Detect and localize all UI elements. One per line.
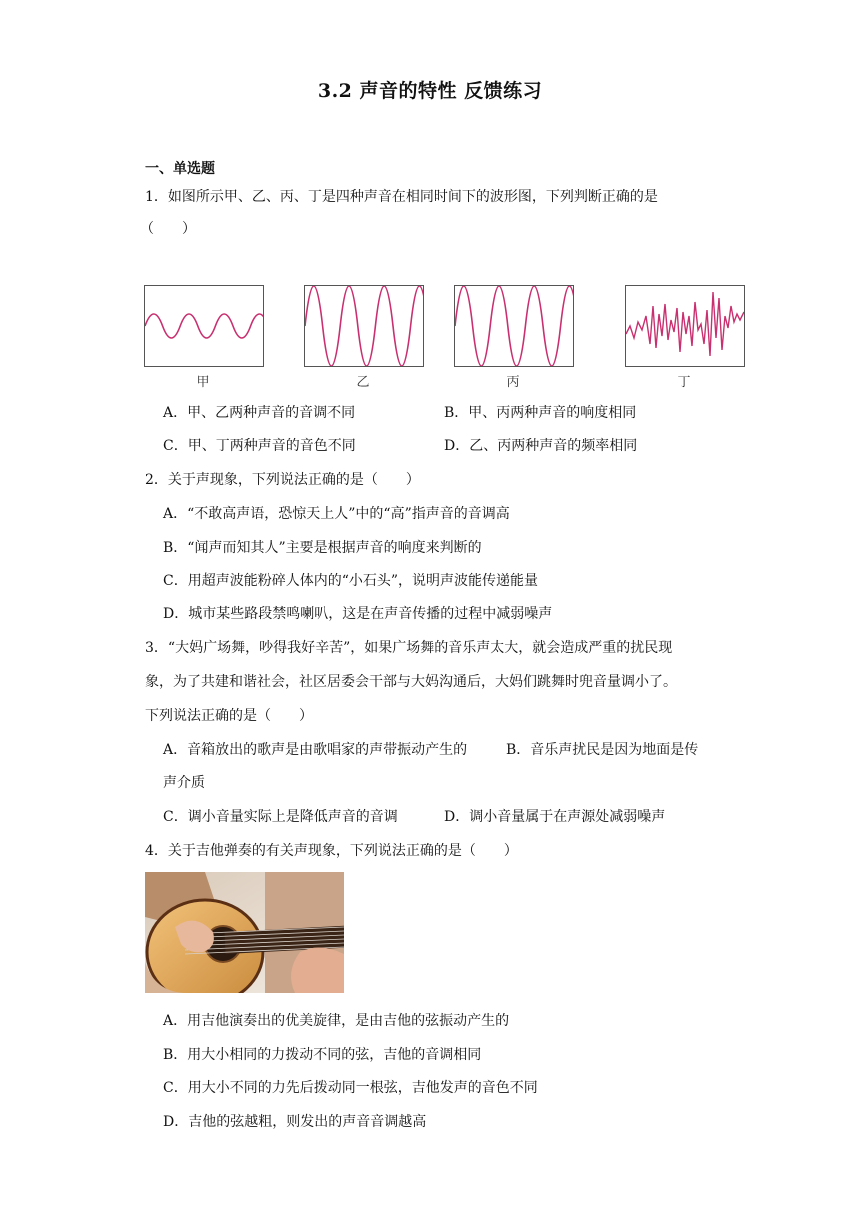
q1-stem-line1: 1．如图所示甲、乙、丙、丁是四种声音在相同时间下的波形图，下列判断正确的是 — [145, 189, 658, 205]
q2-option-b[interactable]: B．“闻声而知其人”主要是根据声音的响度来判断的 — [163, 540, 482, 556]
q3-stem-line2: 象，为了共建和谐社会，社区居委会干部与大妈沟通后，大妈们跳舞时兜音量调小了。 — [145, 674, 677, 690]
section-heading: 一、单选题 — [145, 161, 215, 177]
q1-stem-line2: （ ） — [140, 221, 196, 237]
label-bing: 丙 — [506, 375, 520, 390]
q4-option-c[interactable]: C．用大小不同的力先后拨动同一根弦，吉他发声的音色不同 — [163, 1080, 538, 1096]
q3-option-b-cont[interactable]: 声介质 — [163, 775, 205, 791]
label-yi: 乙 — [356, 375, 370, 390]
q3-stem-line1: 3．“大妈广场舞，吵得我好辛苦”，如果广场舞的音乐声太大，就会造成严重的扰民现 — [145, 640, 673, 656]
waveform-jia — [144, 285, 264, 367]
waveform-yi — [304, 285, 424, 367]
guitar-photo — [145, 872, 344, 993]
wave-path-yi — [305, 286, 423, 366]
q3-option-c[interactable]: C．调小音量实际上是降低声音的音调 — [163, 809, 398, 825]
label-ding: 丁 — [677, 375, 691, 390]
q3-option-b[interactable]: B．音乐声扰民是因为地面是传 — [506, 742, 699, 758]
page-title: 3.2 声音的特性 反馈练习 — [317, 80, 543, 102]
q2-option-a[interactable]: A．“不敢高声语，恐惊天上人”中的“高”指声音的音调高 — [163, 506, 510, 522]
q4-option-b[interactable]: B．用大小相同的力拨动不同的弦，吉他的音调相同 — [163, 1047, 482, 1063]
wave-path-ding — [626, 292, 744, 356]
q2-option-c[interactable]: C．用超声波能粉碎人体内的“小石头”，说明声波能传递能量 — [163, 573, 539, 589]
wave-path-bing — [455, 286, 573, 366]
q2-stem: 2．关于声现象，下列说法正确的是（ ） — [145, 472, 420, 488]
q1-option-c[interactable]: C．甲、丁两种声音的音色不同 — [163, 438, 356, 454]
waveform-bing — [454, 285, 574, 367]
q1-option-a[interactable]: A．甲、乙两种声音的音调不同 — [163, 405, 356, 421]
q4-option-a[interactable]: A．用吉他演奏出的优美旋律，是由吉他的弦振动产生的 — [163, 1013, 510, 1029]
q2-option-d[interactable]: D．城市某些路段禁鸣喇叭，这是在声音传播的过程中减弱噪声 — [163, 606, 553, 622]
q3-option-a[interactable]: A．音箱放出的歌声是由歌唱家的声带振动产生的 — [163, 742, 468, 758]
waveform-ding — [625, 285, 745, 367]
q3-stem-line3: 下列说法正确的是（ ） — [145, 708, 313, 724]
q3-option-d[interactable]: D．调小音量属于在声源处减弱噪声 — [444, 809, 666, 825]
q1-option-d[interactable]: D．乙、丙两种声音的频率相同 — [444, 438, 638, 454]
q4-stem: 4．关于吉他弹奏的有关声现象，下列说法正确的是（ ） — [145, 843, 518, 859]
label-jia: 甲 — [196, 375, 210, 390]
q4-option-d[interactable]: D．吉他的弦越粗，则发出的声音音调越高 — [163, 1114, 427, 1130]
q1-option-b[interactable]: B．甲、丙两种声音的响度相同 — [444, 405, 637, 421]
wave-path-jia — [145, 314, 263, 338]
